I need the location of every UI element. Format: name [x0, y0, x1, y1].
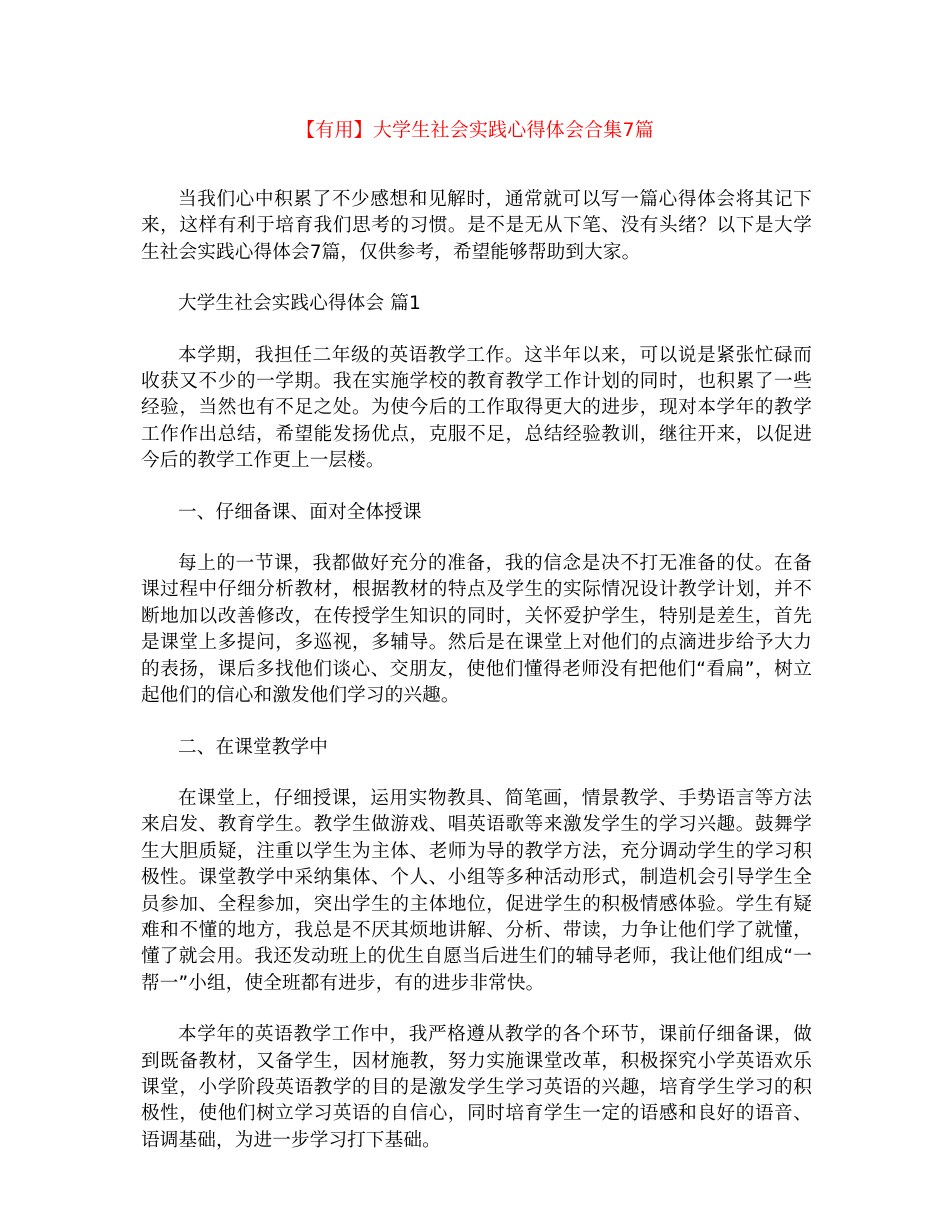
- intro-paragraph: 当我们心中积累了不少感想和见解时，通常就可以写一篇心得体会将其记下来，这样有利于培育我们思考的习惯。是不是无从下笔、没有头绪？以下是大学生社会实践心得体会7篇，仅供参考，希望能够帮助到大家。: [141, 189, 812, 263]
- document-body: [141, 187, 812, 1154]
- document-title: 【有用】大学生社会实践心得体会合集7篇: [296, 119, 654, 141]
- subheading-2: 二、在课堂教学中: [178, 736, 328, 758]
- body-paragraph-1: 本学期，我担任二年级的英语教学工作。这半年以来，可以说是紧张忙碌而收获又不少的一学期。我在实施学校的教育教学工作计划的同时，也积累了一些经验，当然也有不足之处。为使今后的工作取得更大的进步，现对本学年的教学工作作出总结，希望能发扬优点，克服不足，总结经验教训，继往开来，以促进今后的教学工作更上一层楼。: [141, 344, 812, 472]
- body-paragraph-2: 每上的一节课，我都做好充分的准备，我的信念是决不打无准备的仗。在备课过程中仔细分析教材，根据教材的特点及学生的实际情况设计教学计划，并不断地加以改善修改，在传授学生知识的同时，关怀爱护学生，特别是差生，首先是课堂上多提问，多巡视，多辅导。然后是在课堂上对他们的点滴进步给予大力的表扬，课后多找他们谈心、交朋友，使他们懂得老师没有把他们“看扁”，树立起他们的信心和激发他们学习的兴趣。: [141, 553, 812, 707]
- body-paragraph-3: 在课堂上，仔细授课，运用实物教具、简笔画，情景教学、手势语言等方法来启发、教育学生。教学生做游戏、唱英语歌等来激发学生的学习兴趣。鼓舞学生大胆质疑，注重以学生为主体、老师为导的教学方法，充分调动学生的学习积极性。课堂教学中采纳集体、个人、小组等多种活动形式，制造机会引导学生全员参加、全程参加，突出学生的主体地位，促进学生的积极情感体验。学生有疑难和不懂的地方，我总是不厌其烦地讲解、分析、带读，力争让他们学了就懂，懂了就会用。我还发动班上的优生自愿当后进生们的辅导老师，我让他们组成“一帮一”小组，使全班都有进步，有的进步非常快。: [141, 787, 812, 994]
- body-paragraph-4: 本学年的英语教学工作中，我严格遵从教学的各个环节，课前仔细备课，做到既备教材，又备学生，因材施教，努力实施课堂改革，积极探究小学英语欢乐课堂，小学阶段英语教学的目的是激发学生学习英语的兴趣，培育学生学习的积极性，使他们树立学习英语的自信心，同时培育学生一定的语感和良好的语音、语调基础，为进一步学习打下基础。: [141, 1024, 812, 1151]
- subheading-1: 一、仔细备课、面对全体授课: [178, 501, 422, 523]
- section-heading: 大学生社会实践心得体会 篇1: [178, 293, 421, 315]
